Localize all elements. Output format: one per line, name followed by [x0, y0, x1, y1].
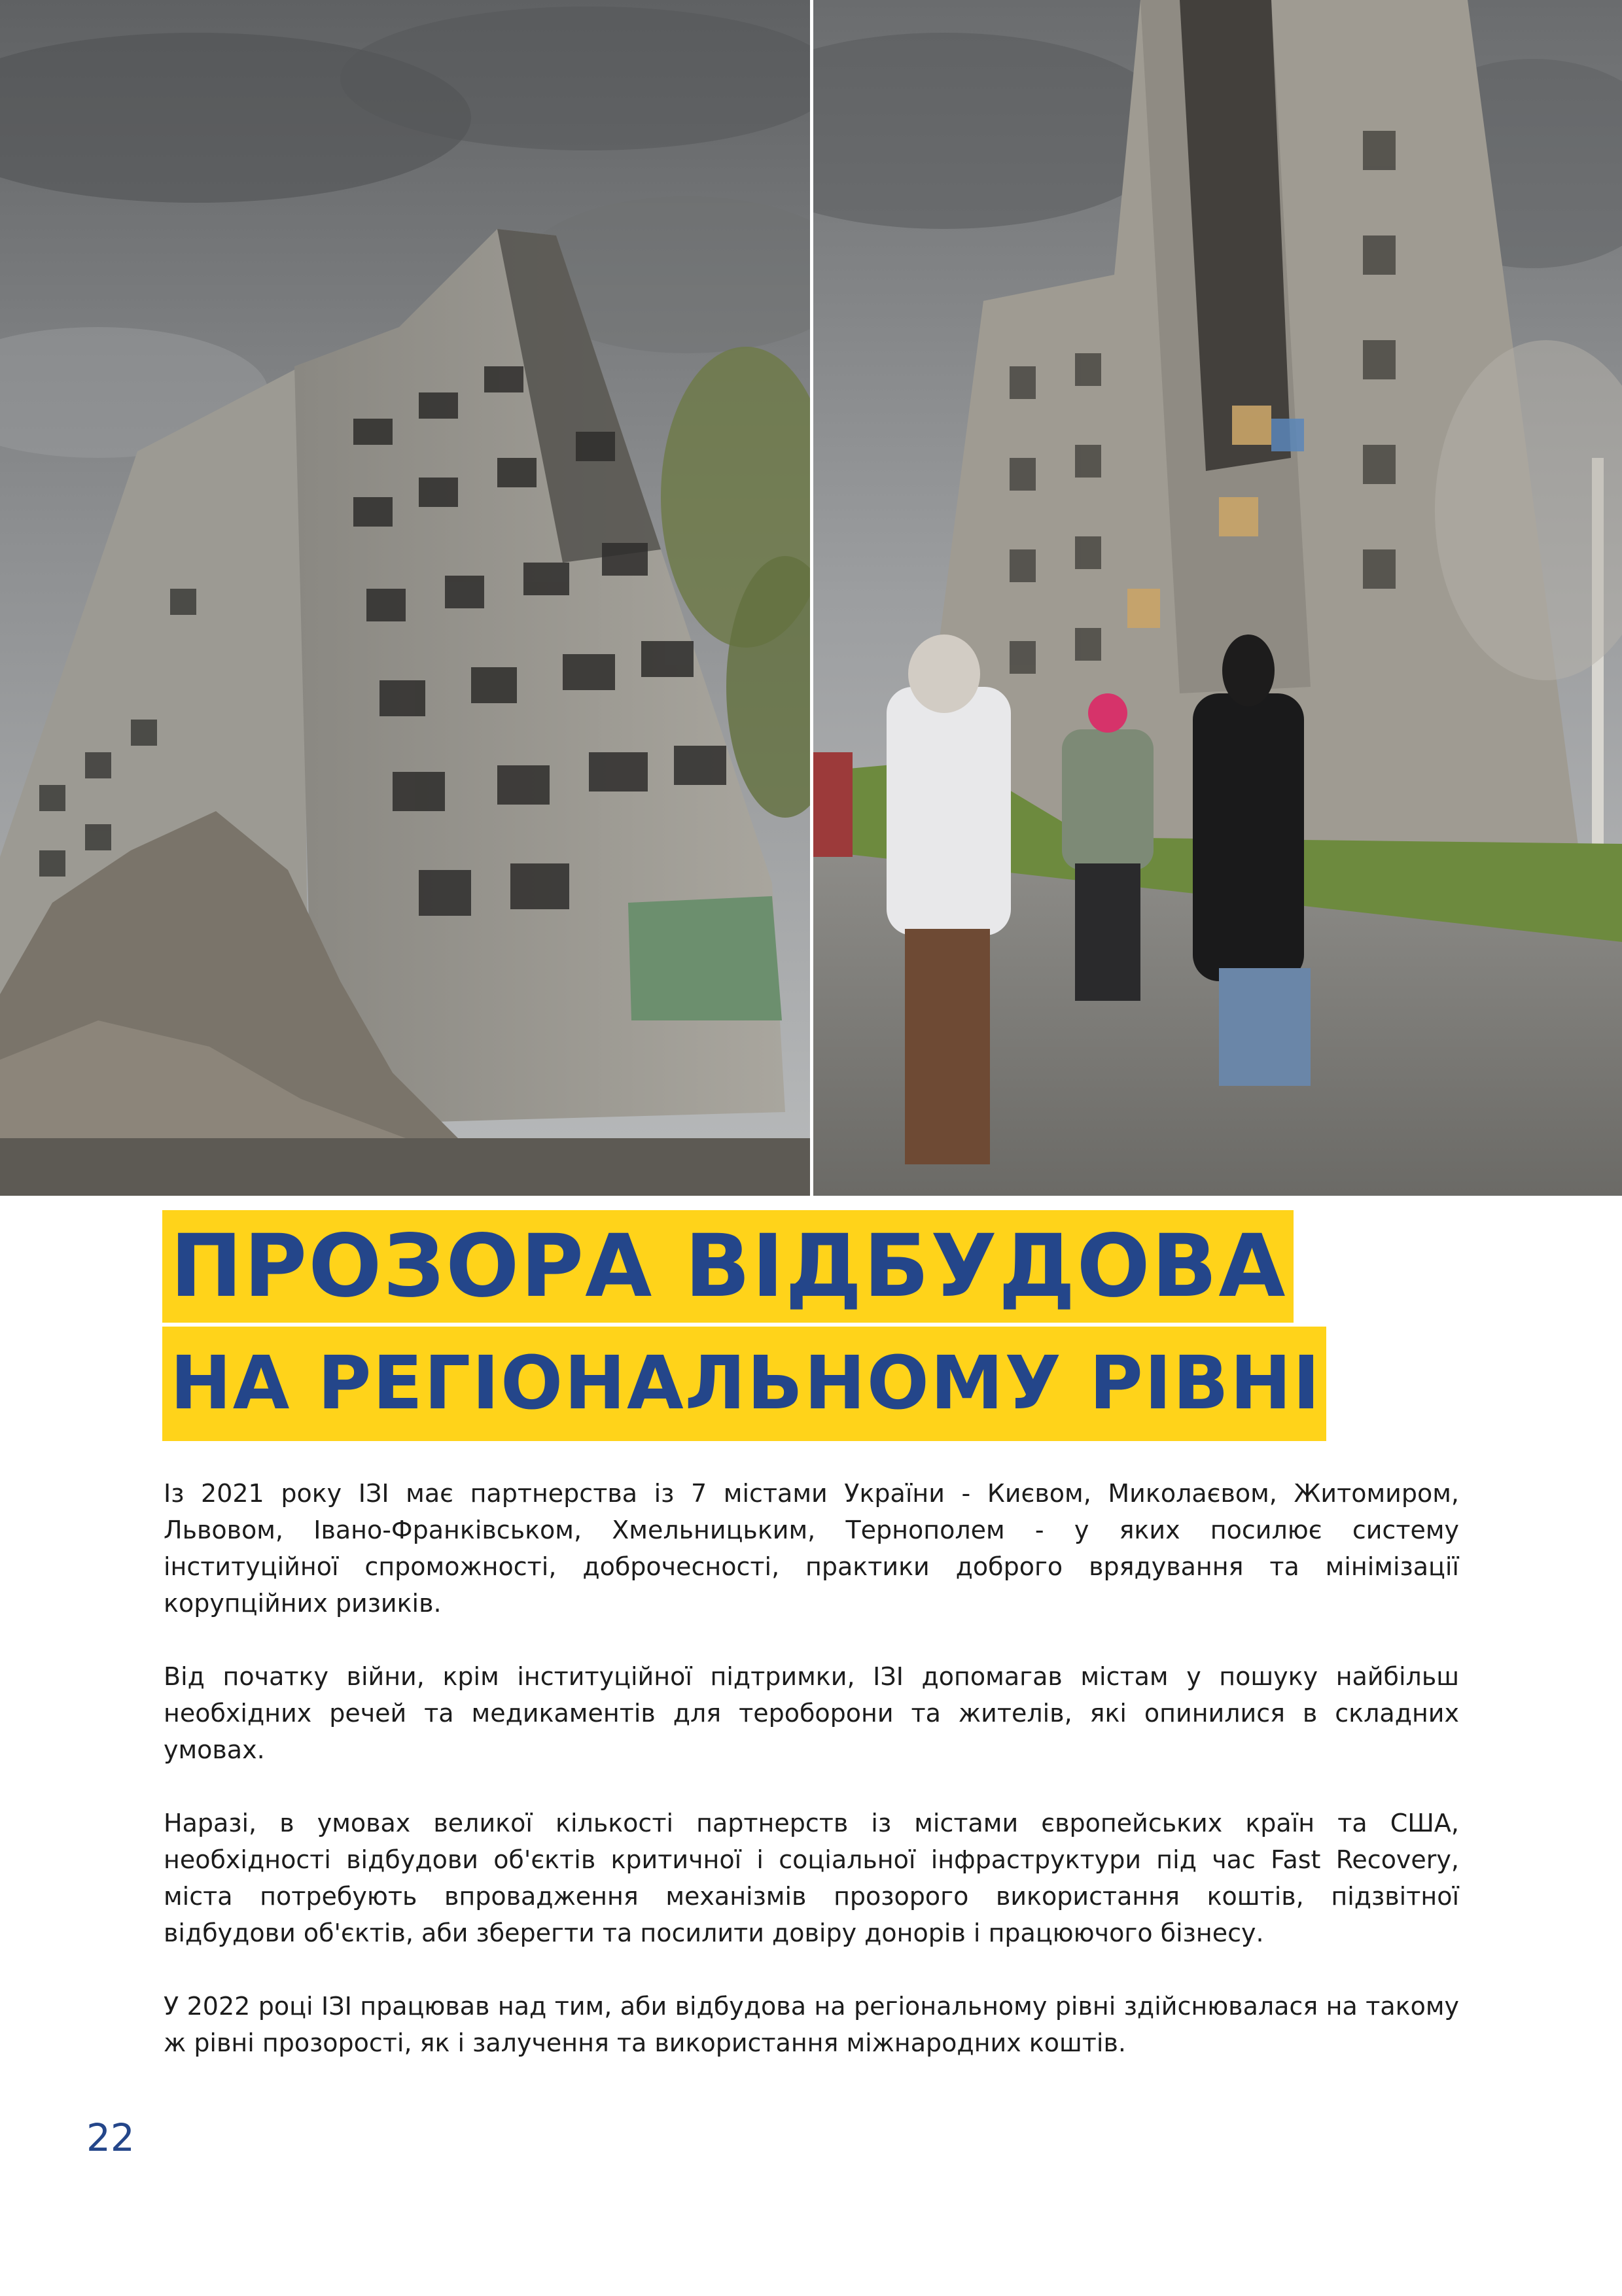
paragraph-2: Від початку війни, крім інституційної підтримки, ІЗІ допомагав містам у пошуку найбільш необхідних речей та медикаментів для тероборони та жителів, які опинилися в складних умовах. [164, 1662, 1459, 1764]
paragraph-1: Із 2021 року ІЗІ має партнерства із 7 містами України - Києвом, Миколаєвом, Житомиром, Львовом, Івано-Франківськом, Хмельницьким, Тернополем - у яких посилює систему інституційної спроможності, доброчесності, практики доброго врядування та мінімізації корупційних ризиків. [164, 1479, 1459, 1618]
photo-damaged-building-with-people [813, 0, 1622, 1196]
paragraph-4: У 2022 році ІЗІ працював над тим, аби відбудова на регіональному рівні здійснювалася на такому ж рівні прозорості, як і залучення та використання міжнародних коштів. [164, 1992, 1459, 2057]
page-title-line-1: ПРОЗОРА ВІДБУДОВА [162, 1210, 1294, 1323]
body-text [164, 1475, 1459, 2061]
page-title-line-2: НА РЕГІОНАЛЬНОМУ РІВНІ [162, 1327, 1326, 1441]
paragraph-3: Наразі, в умовах великої кількості партнерств із містами європейських країн та США, необхідності відбудови об'єктів критичної і соціальної інфраструктури під час Fast Recovery, міста потребують впровадження механізмів прозорого використання коштів, підзвітної відбудови об'єктів, аби зберегти та посилити довіру донорів і працюючого бізнесу. [164, 1809, 1459, 1947]
page-number: 22 [86, 2115, 135, 2160]
photo-destroyed-building [0, 0, 810, 1196]
